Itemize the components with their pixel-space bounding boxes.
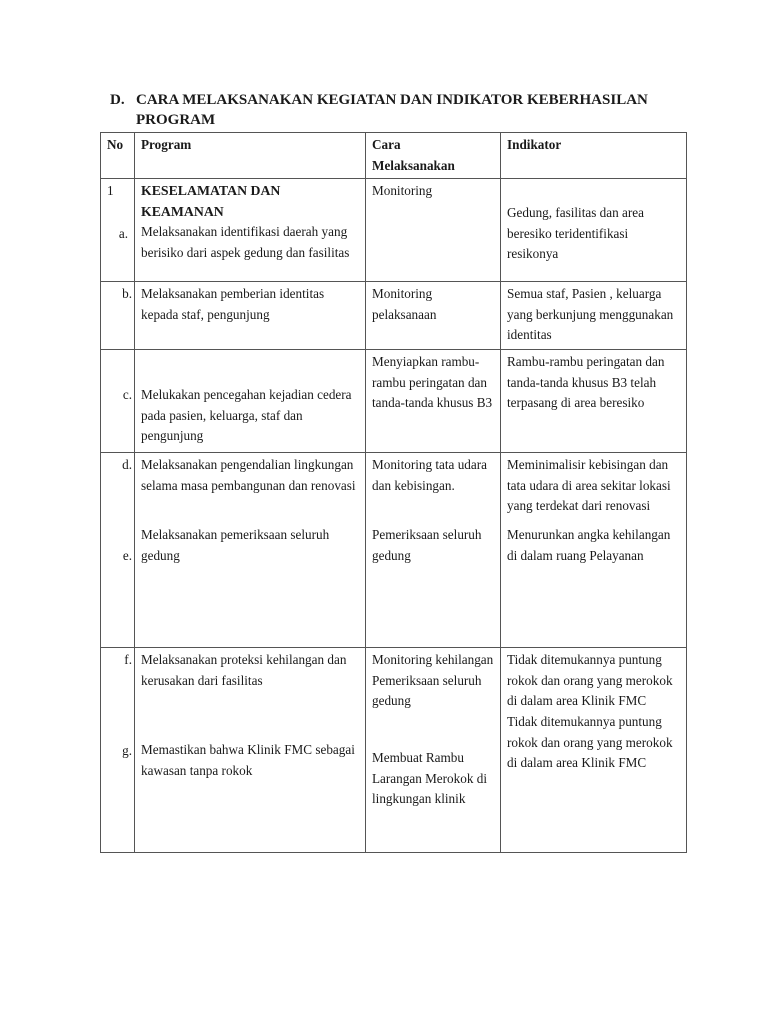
section-title-line-1: CARA MELAKSANAKAN KEGIATAN DAN INDIKATOR KEBERHASILAN — [136, 92, 648, 108]
header-cara-line-2: Melaksanakan — [372, 157, 455, 173]
header-cara — [366, 133, 501, 179]
header-no: No — [101, 133, 135, 179]
indikator-text-e: Menurunkan angka kehilangan di dalam ruang Pelayanan — [507, 526, 671, 563]
cara-text-f: Monitoring kehilangan Pemeriksaan seluruh gedung — [372, 652, 494, 709]
program-text-e: Melaksanakan pemeriksaan seluruh gedung — [141, 527, 330, 563]
program-text: Melukakan pencegahan kejadian cedera pada pasien, keluarga, staf dan pengunjung — [141, 387, 352, 444]
row-program: Melaksanakan pemberian identitas kepada staf, pengunjung — [135, 282, 366, 350]
indikator-text-f: Tidak ditemukannya puntung rokok dan orang yang merokok di dalam area Klinik FMC — [507, 652, 673, 709]
row-cara: Menyiapkan rambu- rambu peringatan dan tanda-tanda khusus B3 — [366, 350, 501, 453]
cara-text-g: Membuat Rambu Larangan Merokok di lingkungan klinik — [372, 749, 487, 807]
row-no: b. — [101, 282, 135, 350]
row-cara — [366, 453, 501, 648]
header-program: Program — [135, 133, 366, 179]
cara-text-e: Pemeriksaan seluruh gedung — [372, 527, 482, 563]
row-no — [101, 179, 135, 282]
program-text-d: Melaksanakan pengendalian lingkungan selama masa pembangunan dan renovasi — [141, 457, 356, 493]
header-cara-line-1: Cara — [372, 137, 401, 152]
row-program — [135, 648, 366, 853]
table-row — [101, 350, 687, 453]
row-indikator — [501, 648, 687, 853]
heading-line-1 — [110, 90, 730, 110]
row-cara: Monitoring pelaksanaan — [366, 282, 501, 350]
row-title: KESELAMATAN DAN KEAMANAN — [141, 183, 281, 219]
indikator-text: Gedung, fasilitas dan area beresiko teridentifikasi resikonya — [507, 205, 644, 262]
sub-number-g: g. — [122, 742, 132, 758]
row-indikator: Semua staf, Pasien , keluarga yang berkunjung menggunakan identitas — [501, 282, 687, 350]
row-program — [135, 453, 366, 648]
indikator-text-d: Meminimalisir kebisingan dan tata udara di area sekitar lokasi yang terdekat dari renovasi — [507, 457, 671, 514]
row-cara — [366, 648, 501, 853]
row-cara: Monitoring — [366, 179, 501, 282]
section-letter: D. — [110, 92, 125, 108]
program-text: Melaksanakan identifikasi daerah yang berisiko dari aspek gedung dan fasilitas — [141, 224, 350, 260]
row-indikator — [501, 179, 687, 282]
table-row — [101, 453, 687, 648]
table-header-row — [101, 133, 687, 179]
sub-number-d: d. — [122, 457, 132, 473]
row-indikator: Rambu-rambu peringatan dan tanda-tanda khusus B3 telah terpasang di area beresiko — [501, 350, 687, 453]
program-text-f: Melaksanakan proteksi kehilangan dan kerusakan dari fasilitas — [141, 652, 347, 688]
row-no — [101, 648, 135, 853]
table-row — [101, 179, 687, 282]
sub-number-e: e. — [122, 547, 132, 563]
indikator-text-g: Tidak ditemukannya puntung rokok dan orang yang merokok di dalam area Klinik FMC — [507, 713, 673, 771]
program-table — [100, 132, 687, 853]
row-indikator — [501, 453, 687, 648]
row-no — [101, 350, 135, 453]
row-no — [101, 453, 135, 648]
row-program — [135, 179, 366, 282]
sub-number: a. — [118, 225, 128, 241]
section-heading — [110, 90, 730, 130]
cara-text-d: Monitoring tata udara dan kebisingan. — [372, 457, 487, 493]
table-row — [101, 648, 687, 853]
header-indikator: Indikator — [501, 133, 687, 179]
section-title-line-2: PROGRAM — [136, 112, 216, 128]
row-number: 1 — [107, 183, 114, 199]
sub-number-f: f. — [124, 652, 132, 668]
table-row — [101, 282, 687, 350]
row-program — [135, 350, 366, 453]
program-text-g: Memastikan bahwa Klinik FMC sebagai kawasan tanpa rokok — [141, 742, 355, 778]
sub-number: c. — [122, 387, 132, 403]
